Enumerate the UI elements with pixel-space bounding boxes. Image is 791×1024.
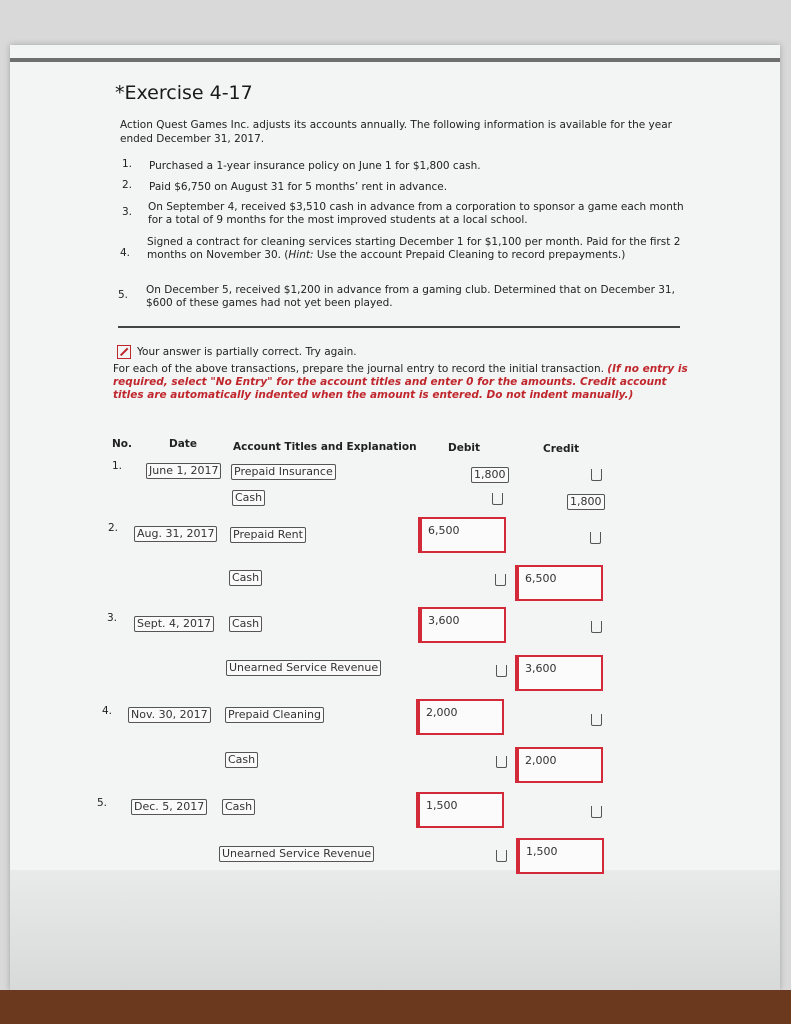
header-credit: Credit xyxy=(543,443,580,455)
header-account: Account Titles and Explanation xyxy=(233,441,417,453)
empty-field-icon[interactable] xyxy=(591,806,602,818)
date-field[interactable]: Dec. 5, 2017 xyxy=(131,799,207,815)
debit-amount[interactable]: 6,500 xyxy=(418,517,506,553)
item-text: Purchased a 1-year insurance policy on June 1 for $1,800 cash. xyxy=(149,160,481,172)
debit-amount[interactable]: 1,800 xyxy=(471,467,509,483)
empty-field-icon[interactable] xyxy=(495,574,506,586)
account-select[interactable]: Cash xyxy=(229,570,262,586)
item-number: 3. xyxy=(122,206,133,218)
account-select[interactable]: Unearned Service Revenue xyxy=(219,846,374,862)
partial-correct-icon xyxy=(117,345,131,359)
debit-amount[interactable]: 3,600 xyxy=(418,607,506,643)
account-select[interactable]: Cash xyxy=(222,799,255,815)
empty-field-icon[interactable] xyxy=(496,665,507,677)
entry-number: 1. xyxy=(112,460,123,472)
item-number: 4. xyxy=(120,247,131,259)
header-date: Date xyxy=(169,438,197,450)
credit-amount[interactable]: 6,500 xyxy=(515,565,603,601)
date-field[interactable]: June 1, 2017 xyxy=(146,463,221,479)
item-number: 1. xyxy=(122,158,133,170)
empty-field-icon[interactable] xyxy=(591,714,602,726)
empty-field-icon[interactable] xyxy=(496,850,507,862)
item-text: Paid $6,750 on August 31 for 5 months’ rent in advance. xyxy=(149,181,448,193)
section-divider xyxy=(118,326,680,328)
date-field[interactable]: Aug. 31, 2017 xyxy=(134,526,217,542)
credit-amount[interactable]: 2,000 xyxy=(515,747,603,783)
account-select[interactable]: Cash xyxy=(232,490,265,506)
item-number: 2. xyxy=(122,179,133,191)
credit-amount[interactable]: 3,600 xyxy=(515,655,603,691)
account-select[interactable]: Prepaid Rent xyxy=(230,527,306,543)
exercise-intro: Action Quest Games Inc. adjusts its accounts annually. The following information is available for the year ended December 31, 2017. xyxy=(120,119,672,145)
entry-number: 2. xyxy=(108,522,119,534)
empty-field-icon[interactable] xyxy=(591,621,602,633)
instructions: For each of the above transactions, prepare the journal entry to record the initial transaction. (If no entry is required, select "No Entry" for the account titles and enter 0 for the amounts. Credit account titles are automatically indented when the amount is entered. Do not indent manually.) xyxy=(113,363,688,401)
account-select[interactable]: Cash xyxy=(229,616,262,632)
account-select[interactable]: Unearned Service Revenue xyxy=(226,660,381,676)
entry-number: 4. xyxy=(102,705,113,717)
item-text: On September 4, received $3,510 cash in advance from a corporation to sponsor a game each month for a total of 9 months for the most improved students at a local school. xyxy=(148,201,684,226)
account-select[interactable]: Prepaid Insurance xyxy=(231,464,336,480)
item-text: Signed a contract for cleaning services starting December 1 for $1,100 per month. Paid for the first 2 months on November 30. (Hint: Use the account Prepaid Cleaning to record prepayments.) xyxy=(147,236,681,261)
item-number: 5. xyxy=(118,289,129,301)
credit-amount[interactable]: 1,800 xyxy=(567,494,605,510)
header-debit: Debit xyxy=(448,442,480,454)
date-field[interactable]: Sept. 4, 2017 xyxy=(134,616,214,632)
credit-amount[interactable]: 1,500 xyxy=(516,838,604,874)
date-field[interactable]: Nov. 30, 2017 xyxy=(128,707,211,723)
account-select[interactable]: Cash xyxy=(225,752,258,768)
item-text: On December 5, received $1,200 in advance from a gaming club. Determined that on December 31, $600 of these games had not yet been played. xyxy=(146,284,675,309)
account-select[interactable]: Prepaid Cleaning xyxy=(225,707,324,723)
header-no: No. xyxy=(112,438,132,450)
empty-field-icon[interactable] xyxy=(590,532,601,544)
feedback-status: Your answer is partially correct. Try again. xyxy=(117,345,357,359)
empty-field-icon[interactable] xyxy=(496,756,507,768)
entry-number: 3. xyxy=(107,612,118,624)
exercise-title: *Exercise 4-17 xyxy=(115,82,253,104)
empty-field-icon[interactable] xyxy=(591,469,602,481)
empty-field-icon[interactable] xyxy=(492,493,503,505)
entry-number: 5. xyxy=(97,797,108,809)
debit-amount[interactable]: 2,000 xyxy=(416,699,504,735)
debit-amount[interactable]: 1,500 xyxy=(416,792,504,828)
